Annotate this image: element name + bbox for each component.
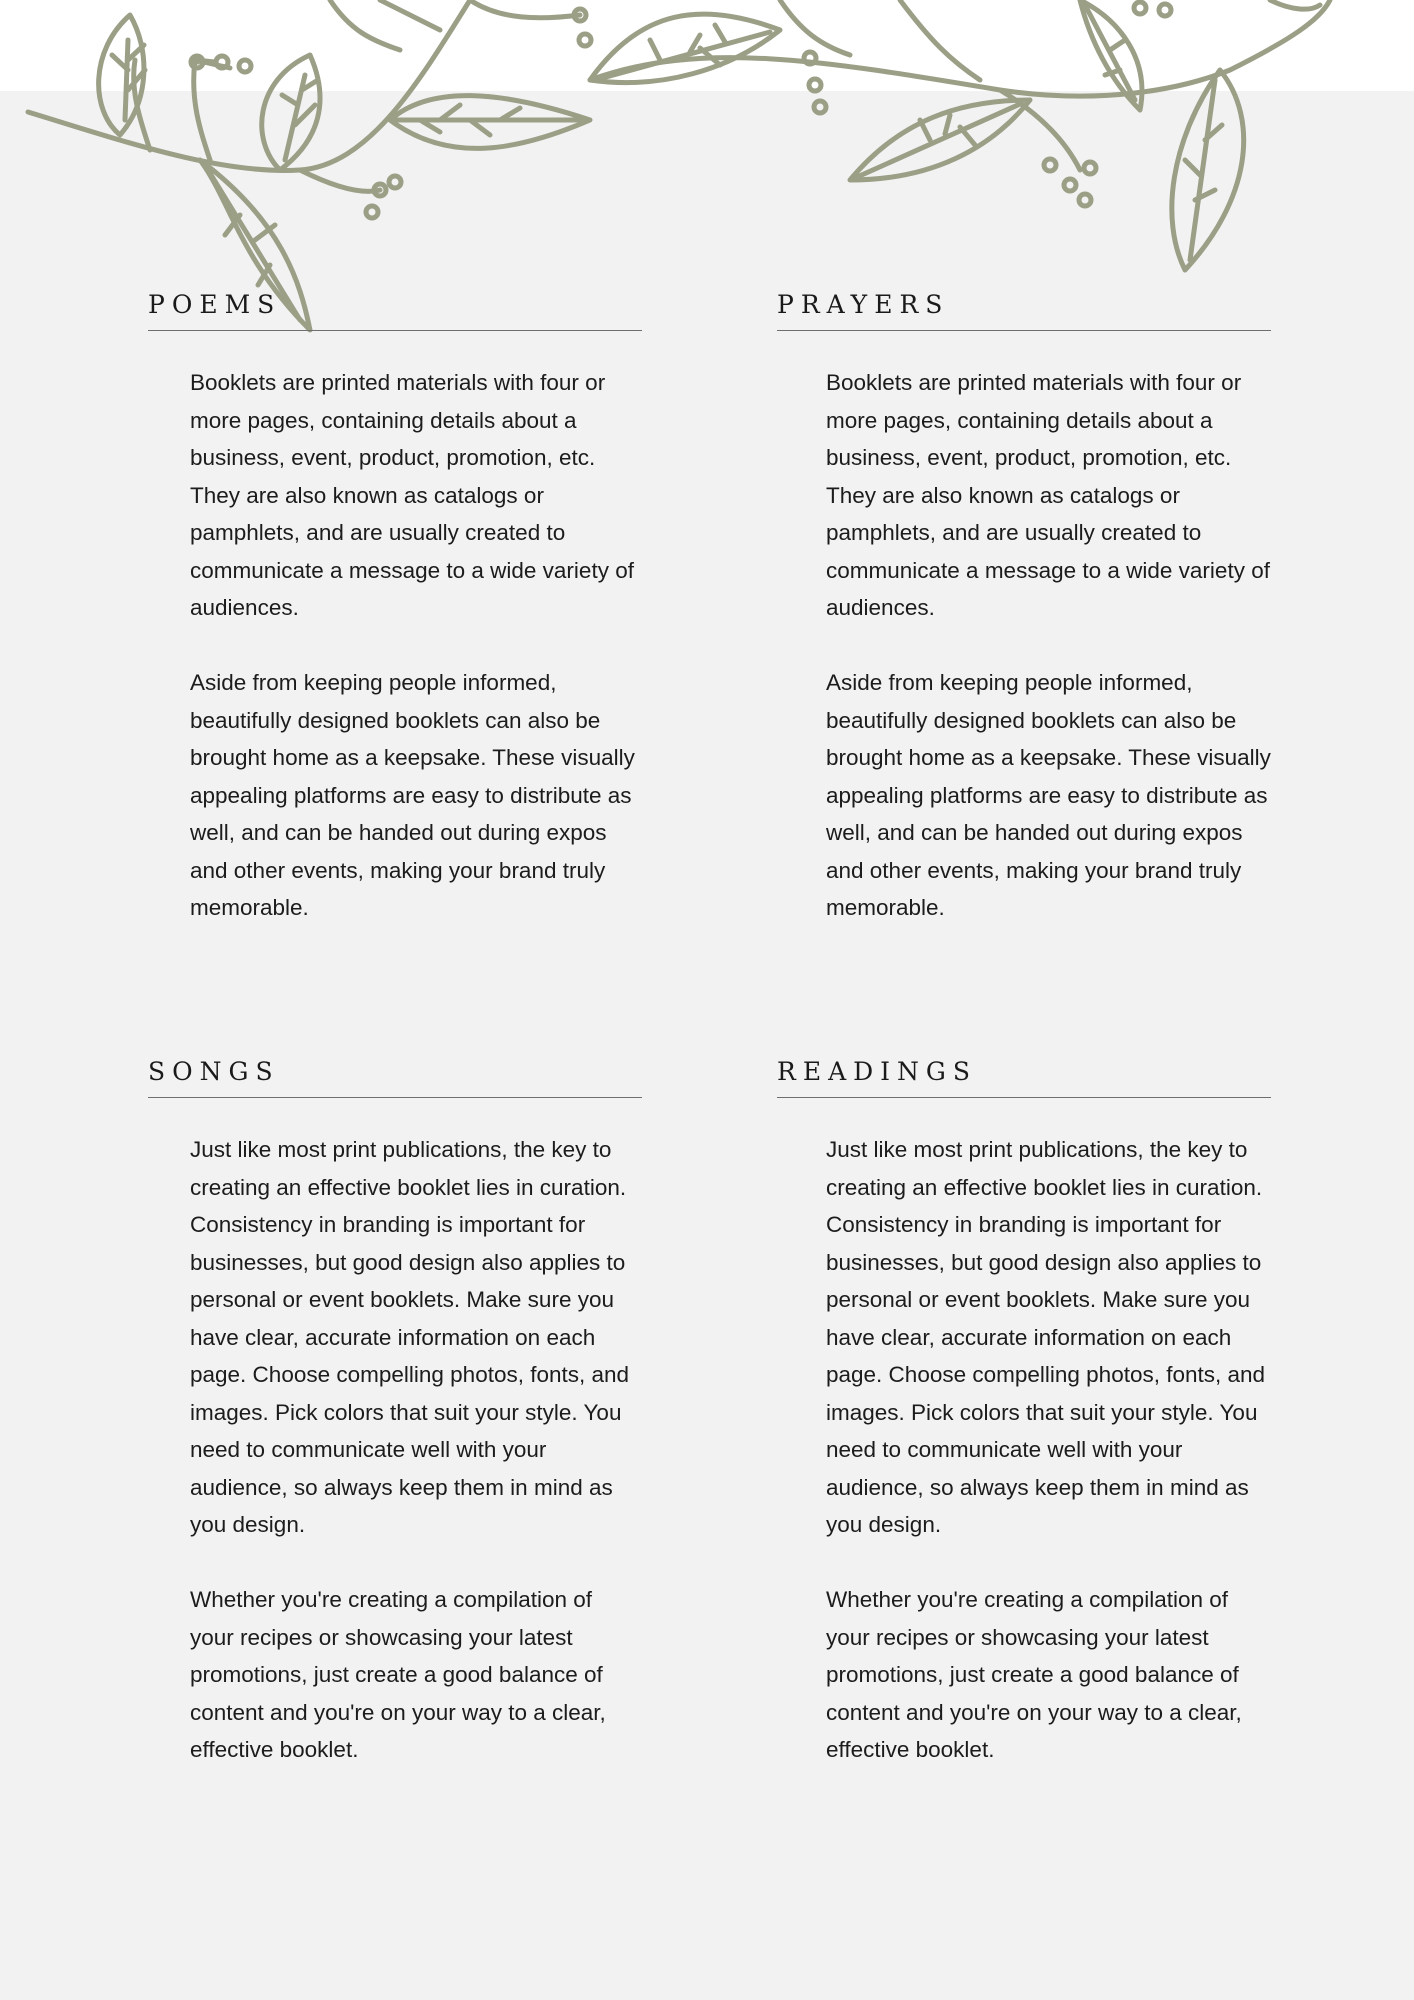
prayers-section [777,290,1271,927]
section-heading: SONGS [148,1057,642,1098]
paragraph: Whether you're creating a compilation of your recipes or showcasing your latest promotions, just create a good balance of content and you're on your way to a clear, effective booklet. [190,1587,606,1762]
poems-section [148,290,642,927]
section-body [777,331,1271,927]
paragraph: Aside from keeping people informed, beautifully designed booklets can also be brought home as a keepsake. These visually appealing platforms are easy to distribute as well, and can be handed out during expos and other events, making your brand truly memorable. [826,670,1271,920]
section-body [148,1098,642,1769]
section-heading: READINGS [777,1057,1271,1098]
section-body [148,331,642,927]
readings-section [777,1057,1271,1769]
section-heading: PRAYERS [777,290,1271,331]
paragraph: Booklets are printed materials with four or more pages, containing details about a business, event, product, promotion, etc. They are also known as catalogs or pamphlets, and are usually created to communicate a message to a wide variety of audiences. [190,370,634,620]
paragraph: Booklets are printed materials with four or more pages, containing details about a business, event, product, promotion, etc. They are also known as catalogs or pamphlets, and are usually created to communicate a message to a wide variety of audiences. [826,370,1270,620]
header-band [0,0,1414,91]
section-body [777,1098,1271,1769]
section-heading: POEMS [148,290,642,331]
paragraph: Just like most print publications, the key to creating an effective booklet lies in curation. Consistency in branding is important for businesses, but good design also applies to personal or event booklets. Make sure you have clear, accurate information on each page. Choose compelling photos, fonts, and images. Pick colors that suit your style. You need to communicate well with your audience, so always keep them in mind as you design. [826,1137,1266,1537]
paragraph: Just like most print publications, the key to creating an effective booklet lies in curation. Consistency in branding is important for businesses, but good design also applies to personal or event booklets. Make sure you have clear, accurate information on each page. Choose compelling photos, fonts, and images. Pick colors that suit your style. You need to communicate well with your audience, so always keep them in mind as you design. [190,1137,630,1537]
paragraph: Whether you're creating a compilation of your recipes or showcasing your latest promotions, just create a good balance of content and you're on your way to a clear, effective booklet. [826,1587,1242,1762]
songs-section [148,1057,642,1769]
paragraph: Aside from keeping people informed, beautifully designed booklets can also be brought home as a keepsake. These visually appealing platforms are easy to distribute as well, and can be handed out during expos and other events, making your brand truly memorable. [190,670,635,920]
